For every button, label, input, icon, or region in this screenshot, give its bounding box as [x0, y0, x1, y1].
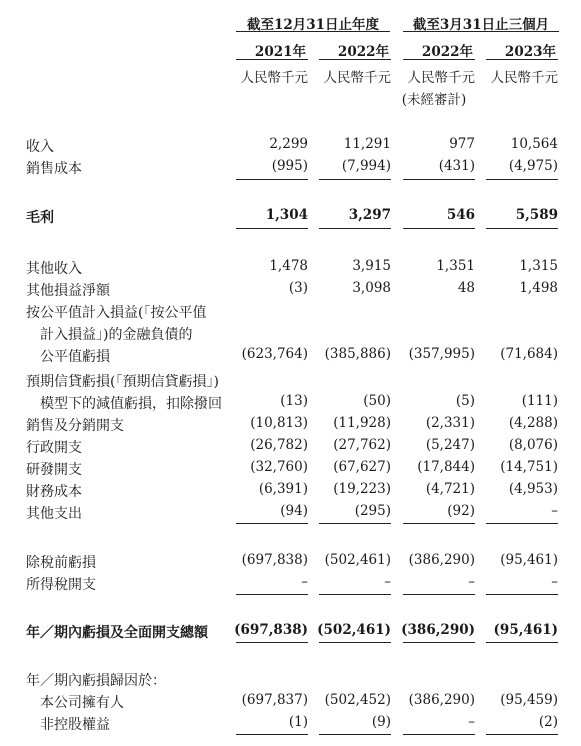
- value-cell: (623,764): [241, 346, 308, 362]
- value-cell: (5): [455, 393, 475, 409]
- row-label-other-income: 其他收入: [26, 261, 82, 277]
- row-label-fvtpl-line2: 計入損益」)的金融負債的: [40, 327, 193, 343]
- header-unit-col1: 人民幣千元: [240, 70, 308, 86]
- value-cell: (4,953): [508, 481, 558, 497]
- value-cell: (295): [354, 503, 391, 519]
- value-cell: (386,290): [408, 552, 475, 568]
- value-cell: (357,995): [408, 346, 475, 362]
- value-cell: (1): [288, 714, 308, 730]
- header-year-col3: 2022年: [421, 44, 473, 60]
- header-year-col1: 2021年: [254, 44, 306, 60]
- value-cell: 5,589: [515, 207, 558, 223]
- header-unit-col3: 人民幣千元: [407, 70, 475, 86]
- value-cell: (502,452): [324, 692, 391, 708]
- rule-after-other-expenses-1: [236, 523, 308, 524]
- rule-after-gross-profit-3: [403, 228, 475, 229]
- value-cell: (10,813): [250, 415, 308, 431]
- value-cell: (697,837): [241, 692, 308, 708]
- value-cell: 1,315: [519, 258, 558, 274]
- header-group-three-months: 截至3月31日止三個月: [412, 17, 550, 33]
- value-cell: (697,838): [234, 622, 308, 638]
- value-cell: 1,478: [269, 258, 308, 274]
- value-cell: (7,994): [341, 158, 391, 174]
- row-label-owners: 本公司擁有人: [40, 695, 124, 711]
- header-year-col4: 2023年: [504, 44, 556, 60]
- row-label-revenue: 收入: [26, 139, 54, 155]
- value-cell: 977: [449, 136, 475, 152]
- value-cell: (13): [280, 393, 308, 409]
- value-cell: (3): [288, 280, 308, 296]
- rule-after-attributable-1: [236, 734, 308, 735]
- row-label-other-expenses: 其他支出: [26, 506, 82, 522]
- value-cell: (14,751): [500, 459, 558, 475]
- value-cell: 10,564: [510, 136, 558, 152]
- value-cell: (32,760): [250, 459, 308, 475]
- rule-after-total-4: [486, 642, 558, 643]
- value-cell: 1,351: [436, 258, 475, 274]
- value-cell: –: [384, 574, 391, 590]
- row-label-cost-of-sales: 銷售成本: [26, 161, 82, 177]
- value-cell: (385,886): [324, 346, 391, 362]
- value-cell: 48: [457, 280, 475, 296]
- header-year-underline-2: [319, 59, 391, 60]
- header-unit-col2: 人民幣千元: [323, 70, 391, 86]
- rule-after-total-1: [236, 642, 308, 643]
- row-label-total-loss: 年／期內虧損及全面開支總額: [26, 625, 208, 641]
- value-cell: (95,461): [493, 622, 558, 638]
- row-label-other-gains-net: 其他損益淨額: [26, 283, 110, 299]
- value-cell: (8,076): [508, 437, 558, 453]
- header-unaudited-note: (未經審計): [401, 92, 467, 108]
- rule-after-cost-of-sales-3: [403, 179, 475, 180]
- row-label-research-development: 研發開支: [26, 462, 82, 478]
- value-cell: (4,288): [508, 415, 558, 431]
- header-year-col2: 2022年: [337, 44, 389, 60]
- value-cell: 3,915: [352, 258, 391, 274]
- value-cell: (9): [371, 714, 391, 730]
- rule-after-income-tax-1: [236, 594, 308, 595]
- value-cell: –: [551, 503, 558, 519]
- value-cell: (386,290): [408, 692, 475, 708]
- header-year-underline-3: [403, 59, 475, 60]
- rule-after-income-tax-3: [403, 594, 475, 595]
- value-cell: –: [468, 574, 475, 590]
- value-cell: 2,299: [269, 136, 308, 152]
- value-cell: 11,291: [343, 136, 391, 152]
- row-label-income-tax: 所得稅開支: [26, 577, 96, 593]
- value-cell: (111): [521, 393, 558, 409]
- value-cell: (27,762): [333, 437, 391, 453]
- row-label-fair-value-loss: 公平值虧損: [40, 349, 110, 365]
- rule-after-other-expenses-2: [319, 523, 391, 524]
- row-label-selling-distribution: 銷售及分銷開支: [26, 418, 124, 434]
- value-cell: (2,331): [425, 415, 475, 431]
- value-cell: (4,721): [425, 481, 475, 497]
- value-cell: (995): [271, 158, 308, 174]
- value-cell: 1,304: [265, 207, 308, 223]
- rule-after-attributable-2: [319, 734, 391, 735]
- value-cell: –: [301, 574, 308, 590]
- rule-after-attributable-4: [486, 734, 558, 735]
- header-group-underline-2: [403, 31, 559, 32]
- value-cell: (17,844): [417, 459, 475, 475]
- value-cell: 3,297: [348, 207, 391, 223]
- rule-after-other-expenses-3: [403, 523, 475, 524]
- value-cell: 1,498: [519, 280, 558, 296]
- header-unit-col4: 人民幣千元: [490, 70, 558, 86]
- value-cell: (26,782): [250, 437, 308, 453]
- header-group-year-end: 截至12月31日止年度: [246, 17, 380, 33]
- value-cell: (431): [438, 158, 475, 174]
- value-cell: (502,461): [324, 552, 391, 568]
- rule-after-gross-profit-4: [486, 228, 558, 229]
- rule-after-total-3: [403, 642, 475, 643]
- value-cell: (50): [363, 393, 391, 409]
- rule-after-other-expenses-4: [486, 523, 558, 524]
- rule-after-attributable-3: [403, 734, 475, 735]
- rule-after-income-tax-2: [319, 594, 391, 595]
- header-year-underline-4: [486, 59, 558, 60]
- value-cell: (19,223): [333, 481, 391, 497]
- value-cell: –: [468, 714, 475, 730]
- value-cell: (92): [447, 503, 475, 519]
- value-cell: 546: [446, 207, 475, 223]
- value-cell: (67,627): [333, 459, 391, 475]
- value-cell: (697,838): [241, 552, 308, 568]
- value-cell: (11,928): [333, 415, 391, 431]
- value-cell: (95,459): [500, 692, 558, 708]
- row-label-fvtpl-line1: 按公平值計入損益(「按公平值: [26, 305, 207, 321]
- row-label-impairment-loss: 模型下的減值虧損，扣除撥回: [40, 396, 222, 412]
- value-cell: (95,461): [500, 552, 558, 568]
- row-label-loss-before-tax: 除稅前虧損: [26, 555, 96, 571]
- rule-after-cost-of-sales-2: [319, 179, 391, 180]
- value-cell: (94): [280, 503, 308, 519]
- header-year-underline-1: [236, 59, 308, 60]
- value-cell: (502,461): [317, 622, 391, 638]
- value-cell: (386,290): [401, 622, 475, 638]
- header-group-underline-1: [236, 31, 390, 32]
- row-label-finance-costs: 財務成本: [26, 484, 82, 500]
- row-label-attributable-to: 年／期內虧損歸因於：: [26, 673, 166, 689]
- value-cell: (71,684): [500, 346, 558, 362]
- rule-after-total-2: [319, 642, 391, 643]
- rule-after-cost-of-sales-1: [236, 179, 308, 180]
- value-cell: –: [551, 574, 558, 590]
- value-cell: (6,391): [258, 481, 308, 497]
- rule-after-gross-profit-2: [319, 228, 391, 229]
- rule-after-cost-of-sales-4: [486, 179, 558, 180]
- row-label-administrative: 行政開支: [26, 440, 82, 456]
- rule-after-gross-profit-1: [236, 228, 308, 229]
- row-label-gross-profit: 毛利: [26, 210, 54, 226]
- value-cell: (5,247): [425, 437, 475, 453]
- value-cell: 3,098: [352, 280, 391, 296]
- row-label-non-controlling: 非控股權益: [40, 717, 110, 733]
- rule-after-income-tax-4: [486, 594, 558, 595]
- value-cell: (2): [538, 714, 558, 730]
- row-label-ecl-line1: 預期信貸虧損(「預期信貸虧損」): [26, 374, 219, 390]
- value-cell: (4,975): [508, 158, 558, 174]
